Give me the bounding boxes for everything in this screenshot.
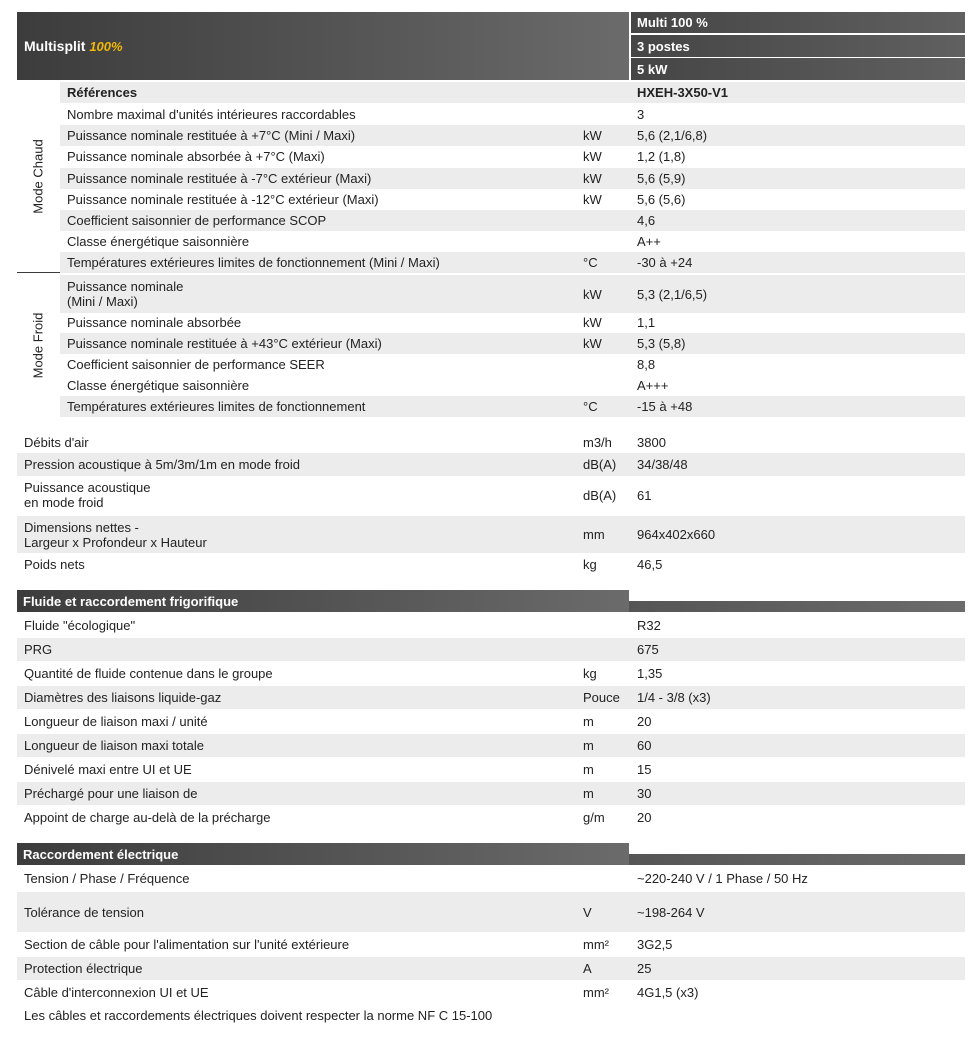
row-label: Coefficient saisonnier de performance SEER [67,357,325,372]
row-value: -30 à +24 [637,255,693,270]
row-value: 5,6 (5,9) [637,171,686,186]
table-row [17,867,965,890]
row-label: Puissance nominale restituée à +43°C extérieur (Maxi) [67,336,382,351]
table-row [60,396,965,417]
row-label: Appoint de charge au-delà de la précharge [24,810,271,825]
table-row [17,553,965,575]
row-unit [583,104,633,125]
row-value: 1,1 [637,315,656,330]
row-label: Classe énergétique saisonnière [67,234,250,249]
row-unit: V [583,904,592,920]
table-row [60,210,965,231]
row-unit: A [583,961,592,976]
row-unit: m [583,786,594,801]
row-value: 3G2,5 [637,937,673,952]
section-header-fluide: Fluide et raccordement frigorifique [17,590,629,612]
row-label: Puissance nominale restituée à -12°C extérieur (Maxi) [67,192,379,207]
header-col-line-3: 5 kW [631,58,965,80]
row-label: PRG [24,642,53,657]
table-row [17,662,965,685]
row-unit [583,614,633,637]
table-row [17,806,965,829]
row-value: 30 [637,786,652,801]
section-header-fluide-right [629,601,965,612]
row-value: ~198-264 V [637,904,705,920]
row-unit [583,82,633,103]
row-label: Puissance nominale absorbée [67,315,242,330]
row-unit [583,867,633,890]
row-value: 5,6 (2,1/6,8) [637,128,708,143]
row-value: 1,35 [637,666,663,681]
row-label: Préchargé pour une liaison de [24,786,198,801]
mode-chaud-label: Mode Chaud [30,139,46,214]
table-row [60,231,965,252]
table-row [60,333,965,354]
row-value: HXEH-3X50-V1 [637,85,729,100]
row-value: 675 [637,642,659,657]
row-label: Références [67,85,138,100]
row-unit: kW [583,315,602,330]
row-label: Section de câble pour l'alimentation sur l'unité extérieure [24,937,350,952]
row-unit: dB(A) [583,457,617,472]
row-label: Tolérance de tension [24,904,144,920]
row-value: 34/38/48 [637,457,688,472]
table-row [60,168,965,189]
row-label: Longueur de liaison maxi / unité [24,714,208,729]
row-unit: g/m [583,810,605,825]
row-unit: kg [583,666,597,681]
table-row [60,104,965,125]
product-title: Multisplit 100% [24,38,123,54]
row-value: R32 [637,618,661,633]
table-row [17,614,965,637]
row-unit: mm [583,527,605,542]
row-unit: mm² [583,985,609,1000]
row-unit: m3/h [583,434,612,450]
row-label: Dimensions nettes - Largeur x Profondeur x Hauteur [24,519,207,550]
table-row [17,782,965,805]
row-value: 5,3 (2,1/6,5) [637,286,708,302]
table-row [17,710,965,733]
row-label: Fluide "écologique" [24,618,136,633]
row-label: Protection électrique [24,961,143,976]
row-unit: kW [583,286,602,302]
row-unit [583,354,633,375]
row-value: 20 [637,714,652,729]
row-value: 20 [637,810,652,825]
row-unit: kW [583,171,602,186]
row-value: 1/4 - 3/8 (x3) [637,690,711,705]
row-unit [583,231,633,252]
table-row [17,431,965,453]
table-row [60,146,965,167]
row-label: Températures extérieures limites de fonctionnement [67,399,366,414]
row-value: 5,3 (5,8) [637,336,686,351]
row-unit [583,210,633,231]
table-row [17,734,965,757]
table-row [60,354,965,375]
row-unit: kW [583,149,602,164]
row-unit: °C [583,399,598,414]
row-label: Puissance acoustique en mode froid [24,480,151,510]
row-value: -15 à +48 [637,399,693,414]
table-row [60,275,965,313]
row-value: 15 [637,762,652,777]
row-unit: m [583,762,594,777]
row-label: Tension / Phase / Fréquence [24,871,190,886]
row-label: Dénivelé maxi entre UI et UE [24,762,192,777]
brand-badge: 100% [89,39,123,54]
row-label: Températures extérieures limites de fonctionnement (Mini / Maxi) [67,255,440,270]
table-header [17,12,629,80]
table-row [17,638,965,661]
table-row [60,375,965,396]
row-value: 5,6 (5,6) [637,192,686,207]
row-value: 60 [637,738,652,753]
header-col-line-1: Multi 100 % [631,12,965,33]
table-row [60,312,965,333]
row-unit: dB(A) [583,487,617,503]
row-value: 46,5 [637,556,663,572]
row-label: Câble d'interconnexion UI et UE [24,985,209,1000]
table-row [17,957,965,980]
row-value: 964x402x660 [637,527,716,542]
section-header-electrique: Raccordement électrique [17,843,629,865]
row-unit: °C [583,255,598,270]
row-value: 4G1,5 (x3) [637,985,699,1000]
row-value: 3 [637,107,645,122]
table-row [17,476,965,514]
row-value: 8,8 [637,357,656,372]
row-label: Longueur de liaison maxi totale [24,738,204,753]
row-unit: kW [583,336,602,351]
mode-froid-label: Mode Froid [30,312,46,379]
row-label: Diamètres des liaisons liquide-gaz [24,690,222,705]
row-unit: m [583,714,594,729]
row-label: Puissance nominale restituée à +7°C (Mini / Maxi) [67,128,356,143]
row-label: Débits d'air [24,434,89,450]
row-unit: Pouce [583,690,620,705]
row-unit: kg [583,556,597,572]
table-row [60,125,965,146]
row-unit [583,638,633,661]
footnote: Les câbles et raccordements électriques doivent respecter la norme NF C 15-100 [24,1008,493,1023]
section-header-electrique-right [629,854,965,865]
table-row [60,82,965,103]
row-unit: kW [583,128,602,143]
header-col-line-2: 3 postes [631,35,965,57]
row-value: A+++ [637,378,669,393]
row-value: 1,2 (1,8) [637,149,686,164]
row-label: Pression acoustique à 5m/3m/1m en mode froid [24,457,301,472]
row-value: 3800 [637,434,666,450]
row-unit: mm² [583,937,609,952]
row-unit [583,375,633,396]
row-value: 4,6 [637,213,656,228]
table-row [60,189,965,210]
row-label: Puissance nominale (Mini / Maxi) [67,279,184,309]
table-row [17,933,965,956]
row-unit: m [583,738,594,753]
row-value: ~220-240 V / 1 Phase / 50 Hz [637,871,808,886]
row-label: Puissance nominale restituée à -7°C extérieur (Maxi) [67,171,372,186]
row-unit: kW [583,192,602,207]
table-row [17,758,965,781]
row-value: 25 [637,961,652,976]
row-label: Nombre maximal d'unités intérieures raccordables [67,107,356,122]
table-row [17,516,965,553]
row-value: A++ [637,234,661,249]
row-value: 61 [637,487,652,503]
row-label: Quantité de fluide contenue dans le groupe [24,666,273,681]
table-row [17,981,965,1004]
table-row [17,453,965,476]
row-label: Poids nets [24,556,85,572]
row-label: Coefficient saisonnier de performance SCOP [67,213,327,228]
table-row [60,252,965,273]
table-row [17,892,965,932]
row-label: Classe énergétique saisonnière [67,378,250,393]
table-row [17,686,965,709]
row-label: Puissance nominale absorbée à +7°C (Maxi) [67,149,325,164]
